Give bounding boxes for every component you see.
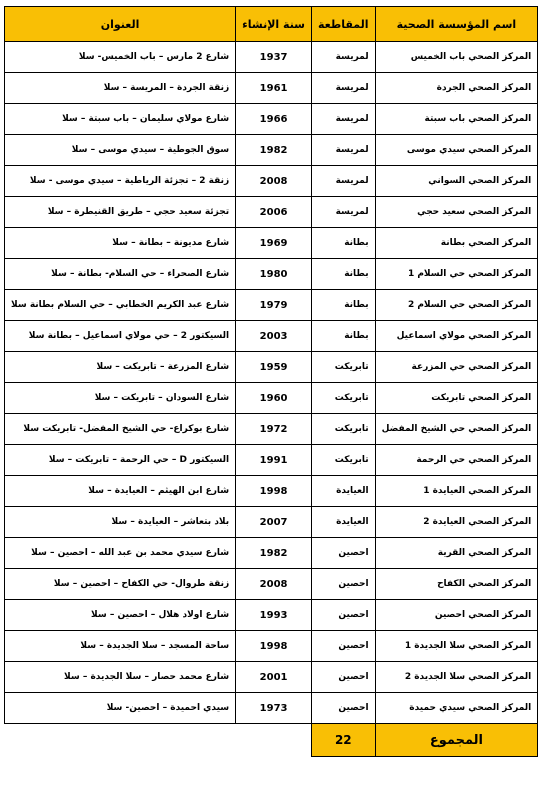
- cell-name: المركز الصحي سيدي موسى: [375, 135, 538, 166]
- spreadsheet: [4, 6, 538, 757]
- table-row: [5, 538, 538, 569]
- cell-address: شارع 2 مارس – باب الخميس- سلا: [5, 42, 236, 73]
- cell-address: ساحة المسجد – سلا الجديدة – سلا: [5, 631, 236, 662]
- health-centers-table: [4, 6, 538, 757]
- cell-name: المركز الصحي مولاي اسماعيل: [375, 321, 538, 352]
- table-row: [5, 662, 538, 693]
- cell-district: لمريسة: [312, 197, 376, 228]
- cell-year: 1980: [236, 259, 312, 290]
- cell-address: شارع المزرعة – تابريكت – سلا: [5, 352, 236, 383]
- table-row: [5, 476, 538, 507]
- header-row: [5, 7, 538, 42]
- cell-year: 1979: [236, 290, 312, 321]
- cell-name: المركز الصحي العيايدة 2: [375, 507, 538, 538]
- cell-district: لمريسة: [312, 42, 376, 73]
- cell-address: بلاد بتعاشر – العيايدة – سلا: [5, 507, 236, 538]
- cell-year: 2008: [236, 569, 312, 600]
- cell-name: المركز الصحي حي الرحمة: [375, 445, 538, 476]
- table-row: [5, 414, 538, 445]
- table-row: [5, 259, 538, 290]
- cell-address: زنقة 2 – تجزئة الرياطية – سيدي موسى - سلا: [5, 166, 236, 197]
- cell-year: 1960: [236, 383, 312, 414]
- table-row: [5, 42, 538, 73]
- cell-name: المركز الصحي حي السلام 2: [375, 290, 538, 321]
- cell-name: المركز الصحي سلا الجديدة 1: [375, 631, 538, 662]
- table-row: [5, 631, 538, 662]
- cell-district: بطانة: [312, 321, 376, 352]
- cell-address: شارع السودان – تابريكت – سلا: [5, 383, 236, 414]
- cell-address: شارع بوكراع- حي الشيخ المفضل- تابريكت سلا: [5, 414, 236, 445]
- table-row: [5, 228, 538, 259]
- cell-district: بطانة: [312, 259, 376, 290]
- table-row: [5, 569, 538, 600]
- cell-address: شارع سيدي محمد بن عبد الله – احصين – سلا: [5, 538, 236, 569]
- cell-name: المركز الصحي السواني: [375, 166, 538, 197]
- cell-address: شارع عبد الكريم الخطابي – حي السلام بطانة سلا: [5, 290, 236, 321]
- cell-year: 2006: [236, 197, 312, 228]
- cell-year: 1982: [236, 135, 312, 166]
- table-row: [5, 135, 538, 166]
- cell-district: تابريكت: [312, 383, 376, 414]
- cell-address: سوق الجوطية – سيدي موسى – سلا: [5, 135, 236, 166]
- table-row: [5, 600, 538, 631]
- table-row: [5, 73, 538, 104]
- cell-district: لمريسة: [312, 104, 376, 135]
- cell-address: تجزئة سعيد حجي – طريق القنيطرة – سلا: [5, 197, 236, 228]
- cell-name: المركز الصحي سعيد حجي: [375, 197, 538, 228]
- cell-address: سيدي احميدة – احصين- سلا: [5, 693, 236, 724]
- cell-name: المركز الصحي تابريكت: [375, 383, 538, 414]
- cell-address: زنقة الجردة – المريسة – سلا: [5, 73, 236, 104]
- cell-year: 1993: [236, 600, 312, 631]
- cell-year: 1959: [236, 352, 312, 383]
- total-label: المجموع: [375, 724, 538, 757]
- cell-district: احصين: [312, 538, 376, 569]
- cell-district: بطانة: [312, 228, 376, 259]
- cell-district: احصين: [312, 662, 376, 693]
- cell-year: 1973: [236, 693, 312, 724]
- cell-district: تابريكت: [312, 352, 376, 383]
- cell-address: شارع مولاي سليمان – باب سبتة – سلا: [5, 104, 236, 135]
- table-row: [5, 104, 538, 135]
- cell-address: شارع ابن الهيثم – العيايدة – سلا: [5, 476, 236, 507]
- cell-year: 2001: [236, 662, 312, 693]
- cell-year: 2007: [236, 507, 312, 538]
- cell-name: المركز الصحي باب الخميس: [375, 42, 538, 73]
- cell-name: المركز الصحي الجردة: [375, 73, 538, 104]
- cell-address: شارع الصحراء – حي السلام- بطانة – سلا: [5, 259, 236, 290]
- table-row: [5, 693, 538, 724]
- cell-district: العيايدة: [312, 507, 376, 538]
- header-year: سنة الإنشاء: [236, 7, 312, 42]
- cell-district: لمريسة: [312, 166, 376, 197]
- total-value: 22: [312, 724, 376, 757]
- header-district: المقاطعة: [312, 7, 376, 42]
- table-row: [5, 290, 538, 321]
- blank-cell: [236, 724, 312, 757]
- cell-district: تابريكت: [312, 414, 376, 445]
- cell-year: 1991: [236, 445, 312, 476]
- table-row: [5, 197, 538, 228]
- total-row: [5, 724, 538, 757]
- cell-year: 1972: [236, 414, 312, 445]
- cell-year: 1966: [236, 104, 312, 135]
- cell-year: 1937: [236, 42, 312, 73]
- cell-address: زنقة طروال- حي الكفاح – احصين – سلا: [5, 569, 236, 600]
- table-row: [5, 321, 538, 352]
- cell-district: العيايدة: [312, 476, 376, 507]
- cell-name: المركز الصحي احصين: [375, 600, 538, 631]
- cell-name: المركز الصحي سلا الجديدة 2: [375, 662, 538, 693]
- cell-name: المركز الصحي باب سبتة: [375, 104, 538, 135]
- cell-name: المركز الصحي العيايدة 1: [375, 476, 538, 507]
- table-row: [5, 445, 538, 476]
- cell-name: المركز الصحي حي الشيخ المفضل: [375, 414, 538, 445]
- blank-cell: [5, 724, 236, 757]
- cell-year: 1998: [236, 476, 312, 507]
- cell-year: 1982: [236, 538, 312, 569]
- table-row: [5, 507, 538, 538]
- cell-year: 2008: [236, 166, 312, 197]
- cell-address: السيكتور 2 – حي مولاي اسماعيل – بطانة سلا: [5, 321, 236, 352]
- cell-year: 1969: [236, 228, 312, 259]
- cell-address: شارع مديونة – بطانة – سلا: [5, 228, 236, 259]
- cell-year: 1998: [236, 631, 312, 662]
- cell-year: 2003: [236, 321, 312, 352]
- cell-name: المركز الصحي بطانة: [375, 228, 538, 259]
- cell-address: السيكتور D – حي الرحمة – تابريكت – سلا: [5, 445, 236, 476]
- cell-district: لمريسة: [312, 135, 376, 166]
- cell-name: المركز الصحي الكفاح: [375, 569, 538, 600]
- cell-year: 1961: [236, 73, 312, 104]
- table-row: [5, 166, 538, 197]
- header-address: العنوان: [5, 7, 236, 42]
- table-row: [5, 383, 538, 414]
- cell-district: احصين: [312, 631, 376, 662]
- cell-address: شارع محمد حصار – سلا الجديدة – سلا: [5, 662, 236, 693]
- cell-address: شارع اولاد هلال – احصين – سلا: [5, 600, 236, 631]
- cell-name: المركز الصحي القرية: [375, 538, 538, 569]
- cell-district: احصين: [312, 569, 376, 600]
- cell-name: المركز الصحي سيدي حميدة: [375, 693, 538, 724]
- cell-district: احصين: [312, 693, 376, 724]
- table-row: [5, 352, 538, 383]
- cell-district: تابريكت: [312, 445, 376, 476]
- cell-name: المركز الصحي حي السلام 1: [375, 259, 538, 290]
- header-name: اسم المؤسسة الصحية: [375, 7, 538, 42]
- cell-district: احصين: [312, 600, 376, 631]
- cell-name: المركز الصحي حي المزرعة: [375, 352, 538, 383]
- cell-district: لمريسة: [312, 73, 376, 104]
- cell-district: بطانة: [312, 290, 376, 321]
